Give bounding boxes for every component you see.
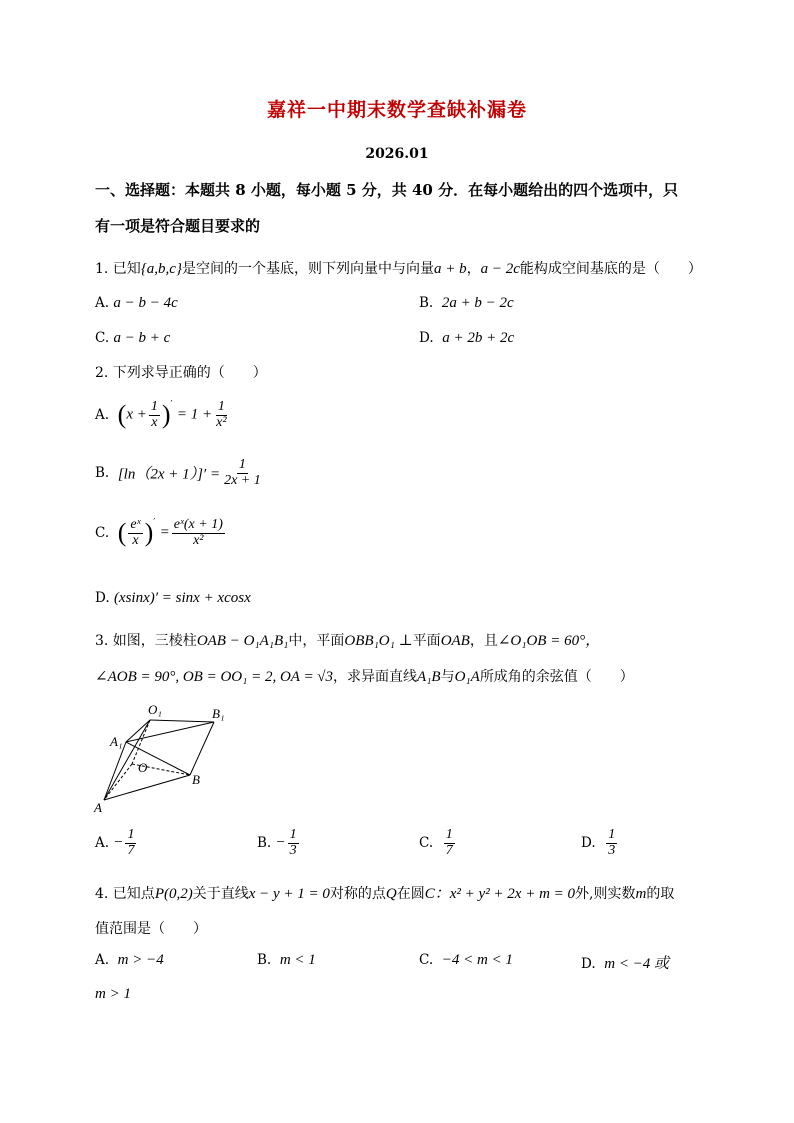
q1-option-a[interactable] (95, 295, 178, 312)
option-expression: m > 1 (95, 986, 131, 1002)
question-4-line-2: 值范围是（ ） (95, 921, 207, 937)
q3-plane-2: OAB (440, 633, 470, 649)
option-label: C. (419, 952, 434, 968)
question-4-line-1 (95, 882, 674, 903)
q4-line: x − y + 1 = 0 (248, 886, 330, 902)
q1-prefix: 1. 已知 (95, 261, 141, 277)
option-expression: −4 < m < 1 (441, 952, 513, 968)
option-expression: a − b − 4c (113, 295, 178, 311)
q3-option-b[interactable] (257, 828, 301, 858)
q3-text: 所成角的余弦值（ ） (479, 669, 634, 685)
edge-o1-a1 (126, 720, 150, 742)
prism-figure (88, 700, 238, 815)
q1-separator: ， (466, 261, 481, 277)
label-o: O (138, 760, 148, 775)
edge-o1-b1 (150, 720, 214, 722)
edge-a1-a (104, 742, 126, 800)
q1-suffix: 能构成空间基底的是（ ） (519, 261, 702, 277)
option-sign: − (275, 834, 286, 851)
q4-text: 4. 已知点 (95, 886, 155, 902)
q3-option-d[interactable] (581, 828, 619, 858)
q4-text: 外,则实数 (575, 886, 636, 902)
q3-line-o1a: O₁A (454, 669, 480, 685)
option-fraction: $\frac{1}{3}$ (608, 827, 616, 858)
q1-option-c[interactable] (95, 330, 170, 347)
q3-text: 中，平面 (288, 633, 345, 649)
option-label: B. (419, 295, 434, 311)
q1-option-b[interactable] (419, 295, 514, 312)
label-b: B (192, 772, 200, 787)
exam-date: 2026.01 (365, 146, 429, 162)
q2a-lhs: x + (126, 406, 147, 423)
q2c-fraction-2: $\frac{\text{eˣ(x + 1)}}{\text{x²}}$ (173, 517, 223, 548)
question-3-line-1 (95, 629, 600, 650)
section-heading-line1: 一、选择题：本题共 8 小题，每小题 5 分，共 40 分．在每小题给出的四个选项中，只 (95, 181, 679, 199)
q2a-rhs: = 1 + (176, 406, 213, 423)
option-expression: m < 1 (279, 952, 316, 968)
label-b1: B₁ (212, 706, 225, 721)
q3-text: 平面 (412, 633, 441, 649)
option-expression: a − b + c (113, 330, 171, 346)
edge-o1-o (132, 720, 150, 764)
q1-basis-set: {a,b,c} (140, 261, 182, 277)
option-label: A. (95, 835, 110, 852)
option-fraction: $\frac{1}{7}$ (127, 827, 135, 858)
option-label: A. (95, 295, 110, 311)
q2b-fraction: $\frac{1}{2x + 1}$ (224, 457, 261, 488)
question-2-stem: 2. 下列求导正确的（ ） (95, 365, 267, 381)
q4-option-c[interactable] (419, 952, 513, 969)
q3-plane-1: OBB₁O₁ ⊥ (344, 633, 413, 649)
label-o1: O₁ (148, 702, 162, 717)
option-label: C. (95, 330, 110, 346)
q2-option-b[interactable] (95, 458, 265, 488)
option-label: D. (95, 590, 110, 606)
q3-text: ，且 (469, 633, 498, 649)
q4-point-q: Q (385, 886, 397, 902)
option-label: B. (257, 952, 272, 968)
edge-b1-b (190, 722, 214, 775)
q3-option-c[interactable] (419, 828, 457, 858)
q4-option-d[interactable] (581, 952, 669, 973)
q3-prism: OAB − O₁A₁B₁ (196, 633, 289, 649)
page-title: 嘉祥一中期末数学查缺补漏卷 (266, 99, 527, 121)
question-1-stem (95, 258, 702, 278)
edge-a-b (104, 775, 190, 800)
label-a: A (94, 800, 102, 815)
q2-option-c[interactable]: C. ( $\frac{\text{eˣ}}{x}$ )′ = $\frac{\text{eˣ(x + 1)}}{\text{x²}}$ (95, 517, 223, 548)
option-expression: 2a + b − 2c (441, 295, 514, 311)
option-label: D. (581, 956, 596, 972)
q2b-lhs: [ln（2x + 1）]′ = (117, 466, 221, 483)
q2c-fraction-1: $\frac{\text{eˣ}}{x}$ (130, 517, 141, 548)
option-label: A. (95, 952, 110, 968)
option-label: D. (581, 835, 596, 852)
q1-vector-2: a − 2c (480, 261, 520, 277)
q4-m: m (635, 886, 647, 902)
q3-text: ，求异面直线 (333, 669, 418, 685)
option-expression: m > −4 (117, 952, 164, 968)
q4-option-b[interactable] (257, 952, 316, 969)
option-label: C. (95, 525, 110, 542)
option-label: B. (257, 835, 272, 852)
q2-option-a[interactable]: A. (x + $\frac{1}{x}$ )′ = 1 + $\frac{1}{\text{x²}}$ (95, 399, 227, 430)
q4-option-a[interactable] (95, 952, 164, 969)
question-3-line-2 (95, 666, 634, 686)
option-fraction: $\frac{1}{3}$ (289, 827, 297, 858)
q1-text: 是空间的一个基底，则下列向量中与向量 (181, 261, 434, 277)
q3-conditions: ∠AOB = 90°, OB = OO₁ = 2, OA = √3 (95, 669, 334, 685)
option-label: A. (95, 407, 110, 424)
option-expression: m < −4 或 (604, 956, 670, 972)
option-fraction: $\frac{1}{7}$ (445, 827, 453, 858)
q3-text: 3. 如图，三棱柱 (95, 633, 197, 649)
option-expression: a + 2b + 2c (442, 330, 515, 346)
q4-text: 关于直线 (192, 886, 249, 902)
q2a-fraction-2: $\frac{1}{\text{x²}}$ (216, 399, 227, 430)
section-heading-line2: 有一项是符合题目要求的 (95, 217, 261, 235)
option-label: B. (95, 465, 110, 482)
q3-text: 与 (440, 669, 455, 685)
q4-text: 在圆 (396, 886, 425, 902)
segment-a1-b (126, 742, 190, 775)
q4-option-d-continued (95, 986, 131, 1003)
q3-option-a[interactable] (95, 828, 138, 858)
q4-text: 对称的点 (329, 886, 386, 902)
q3-line-a1b: A₁B (417, 669, 441, 685)
q4-point: P(0,2) (154, 886, 193, 902)
q4-text: 的取 (646, 886, 675, 902)
q1-option-d[interactable] (419, 330, 514, 347)
q3-angle: ∠O₁OB = 60°， (497, 633, 601, 649)
option-sign: − (113, 834, 124, 851)
q4-circle: C：x² + y² + 2x + m = 0 (424, 886, 576, 902)
edge-o-a (104, 764, 132, 800)
q1-vector-1: a + b (433, 261, 467, 277)
q2a-fraction-1: $\frac{1}{x}$ (150, 399, 158, 430)
option-expression: (xsinx)′ = sinx + xcosx (113, 590, 251, 606)
label-a1: A₁ (110, 734, 123, 749)
option-label: D. (419, 330, 434, 346)
option-label: C. (419, 835, 434, 852)
q2-option-d[interactable] (95, 590, 251, 607)
